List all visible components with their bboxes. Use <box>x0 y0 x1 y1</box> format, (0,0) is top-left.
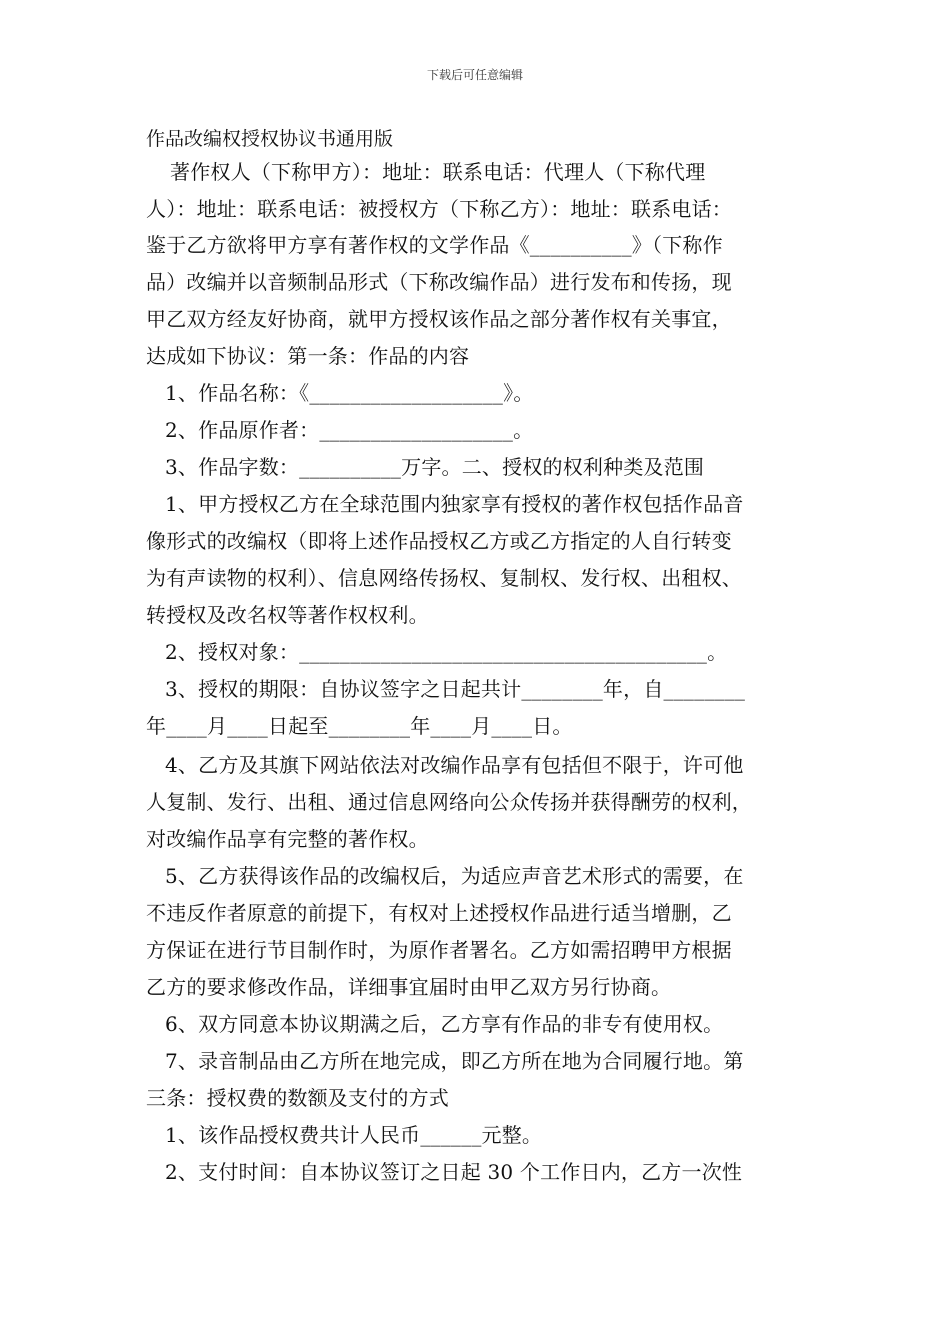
document-title: 作品改编权授权协议书通用版 <box>146 128 394 150</box>
body-line: 乙方的要求修改作品，详细事宜届时由甲乙双方另行协商。 <box>146 975 672 999</box>
body-line: 5、乙方获得该作品的改编权后，为适应声音艺术形式的需要，在 <box>165 864 744 888</box>
body-line: 像形式的改编权（即将上述作品授权乙方或乙方指定的人自行转变 <box>146 529 732 553</box>
body-line: 1、作品名称：《___________________》。 <box>165 381 534 405</box>
body-line: 3、授权的期限：自协议签字之日起共计________年，自________ <box>165 677 746 701</box>
body-line: 2、作品原作者：___________________。 <box>165 418 534 442</box>
body-line: 为有声读物的权利）、信息网络传扬权、复制权、发行权、出租权、 <box>146 566 742 590</box>
body-line: 2、授权对象：________________________________________。 <box>165 640 728 664</box>
page-header: 下载后可任意编辑 <box>426 68 523 82</box>
body-line: 人复制、发行、出租、通过信息网络向公众传扬并获得酬劳的权利， <box>146 790 752 814</box>
body-line: 达成如下协议：第一条：作品的内容 <box>146 344 470 368</box>
body-line: 7、录音制品由乙方所在地完成，即乙方所在地为合同履行地。第 <box>165 1049 744 1073</box>
body-line: 鉴于乙方欲将甲方享有著作权的文学作品《__________》（下称作 <box>146 233 723 257</box>
body-line: 1、该作品授权费共计人民币______元整。 <box>165 1123 543 1147</box>
body-line: 对改编作品享有完整的著作权。 <box>146 827 429 851</box>
body-line: 方保证在进行节目制作时，为原作者署名。乙方如需招聘甲方根据 <box>146 938 732 962</box>
body-line: 年____月____日起至________年____月____日。 <box>146 714 573 738</box>
body-line: 甲乙双方经友好协商，就甲方授权该作品之部分著作权有关事宜， <box>146 307 732 331</box>
body-line: 品）改编并以音频制品形式（下称改编作品）进行发布和传扬，现 <box>146 270 732 294</box>
body-line: 2、支付时间：自本协议签订之日起 30 个工作日内，乙方一次性 <box>165 1160 743 1184</box>
body-line: 不违反作者原意的前提下，有权对上述授权作品进行适当增删，乙 <box>146 901 732 925</box>
body-line: 1、甲方授权乙方在全球范围内独家享有授权的著作权包括作品音 <box>165 492 744 516</box>
body-line: 6、双方同意本协议期满之后，乙方享有作品的非专有使用权。 <box>165 1012 724 1036</box>
body-line: 三条：授权费的数额及支付的方式 <box>146 1086 449 1110</box>
body-line: 4、乙方及其旗下网站依法对改编作品享有包括但不限于，许可他 <box>165 753 744 777</box>
body-line: 3、作品字数：__________万字。二、授权的权利种类及范围 <box>165 455 705 479</box>
body-line: 人）：地址：联系电话：被授权方（下称乙方）：地址：联系电话： <box>146 197 732 221</box>
body-line: 转授权及改名权等著作权权利。 <box>146 603 429 627</box>
body-line: 著作权人（下称甲方）：地址：联系电话：代理人（下称代理 <box>170 160 706 184</box>
